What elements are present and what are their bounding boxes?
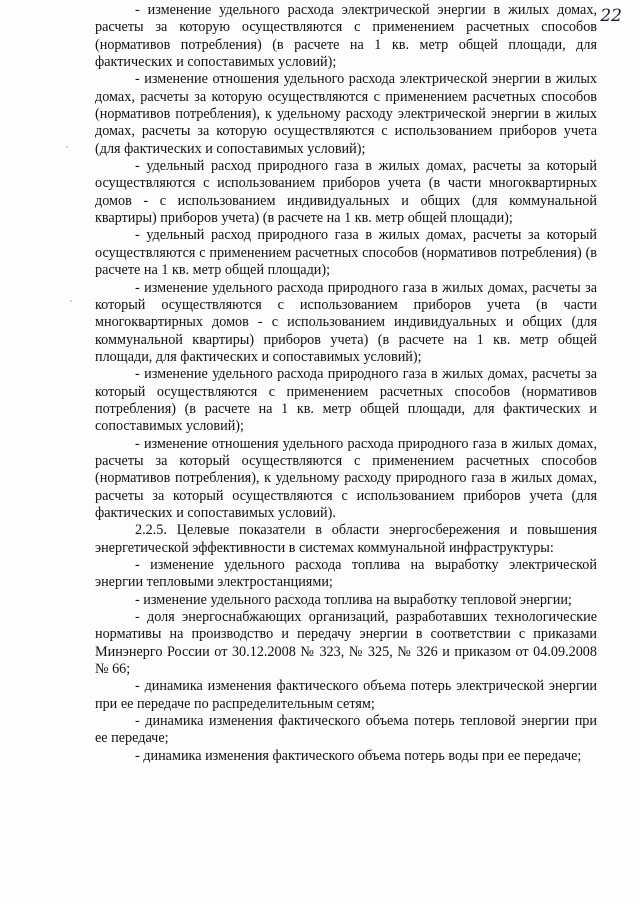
paragraph: - изменение удельного расхода топлива на выработку тепловой энергии; bbox=[135, 591, 572, 608]
paragraph: - изменение удельного расхода топлива на выработку электрической энергии тепловыми электростанциями; bbox=[95, 557, 597, 591]
paragraph: - изменение удельного расхода электрической энергии в жилых домах, расчеты за которую осуществляются с применением расчетных способов (нормативов потребления) (в расчете на 1 кв. метр общей площади, для фактических и сопоставимых условий); bbox=[95, 2, 597, 71]
paragraph: - удельный расход природного газа в жилых домах, расчеты за который осуществляются с использованием приборов учета (в части многоквартирных домов - с использованием индивидуальных и общих (для коммунальной квартиры) приборов учета) (в расчете на 1 кв. метр общей площади); bbox=[95, 158, 597, 227]
page-number: 22 bbox=[600, 6, 622, 26]
paragraph: - изменение удельного расхода природного газа в жилых домах, расчеты за который осуществляются с использованием приборов учета (в части многоквартирных домов - с использованием индивидуальных и общих (для коммунальной квартиры) приборов учета) (в расчете на 1 кв. метр общей площади, для фактических и сопоставимых условий); bbox=[95, 279, 597, 365]
paragraph: - динамика изменения фактического объема потерь воды при ее передаче; bbox=[135, 747, 582, 764]
paragraph: - удельный расход природного газа в жилых домах, расчеты за который осуществляются с применением расчетных способов (нормативов потребления) (в расчете на 1 кв. метр общей площади); bbox=[95, 227, 597, 279]
scan-speck bbox=[66, 146, 68, 148]
scan-speck bbox=[70, 300, 72, 302]
paragraph: - изменение отношения удельного расхода электрической энергии в жилых домах, расчеты за которую осуществляются с применением расчетных способов (нормативов потребления), к удельному расходу электрической энергии в жилых домах, расчеты за которую осуществляются с использованием приборов учета (для фактических и сопоставимых условий); bbox=[95, 71, 597, 157]
paragraph: - динамика изменения фактического объема потерь электрической энергии при ее передаче по распределительным сетям; bbox=[95, 678, 597, 712]
paragraph: - изменение отношения удельного расхода природного газа в жилых домах, расчеты за который осуществляются с применением расчетных способов (нормативов потребления), к удельному расходу природного газа в жилых домах, расчеты за который осуществляются с использованием приборов учета (для фактических и сопоставимых условий). bbox=[95, 435, 597, 521]
paragraph: - динамика изменения фактического объема потерь тепловой энергии при ее передаче; bbox=[95, 713, 597, 747]
paragraph: - изменение удельного расхода природного газа в жилых домах, расчеты за который осуществляются с применением расчетных способов (нормативов потребления) (в расчете на 1 кв. метр общей площади, для фактических и сопоставимых условий); bbox=[95, 366, 597, 435]
document-body bbox=[95, 2, 597, 765]
paragraph: - доля энергоснабжающих организаций, разработавших технологические нормативы на производство и передачу энергии в соответствии с приказами Минэнерго России от 30.12.2008 № 323, № 325, № 326 и приказом от 04.09.2008 № 66; bbox=[95, 609, 597, 678]
section-heading-2-2-5: 2.2.5. Целевые показатели в области энергосбережения и повышения энергетической эффективности в системах коммунальной инфраструктуры: bbox=[95, 522, 597, 556]
